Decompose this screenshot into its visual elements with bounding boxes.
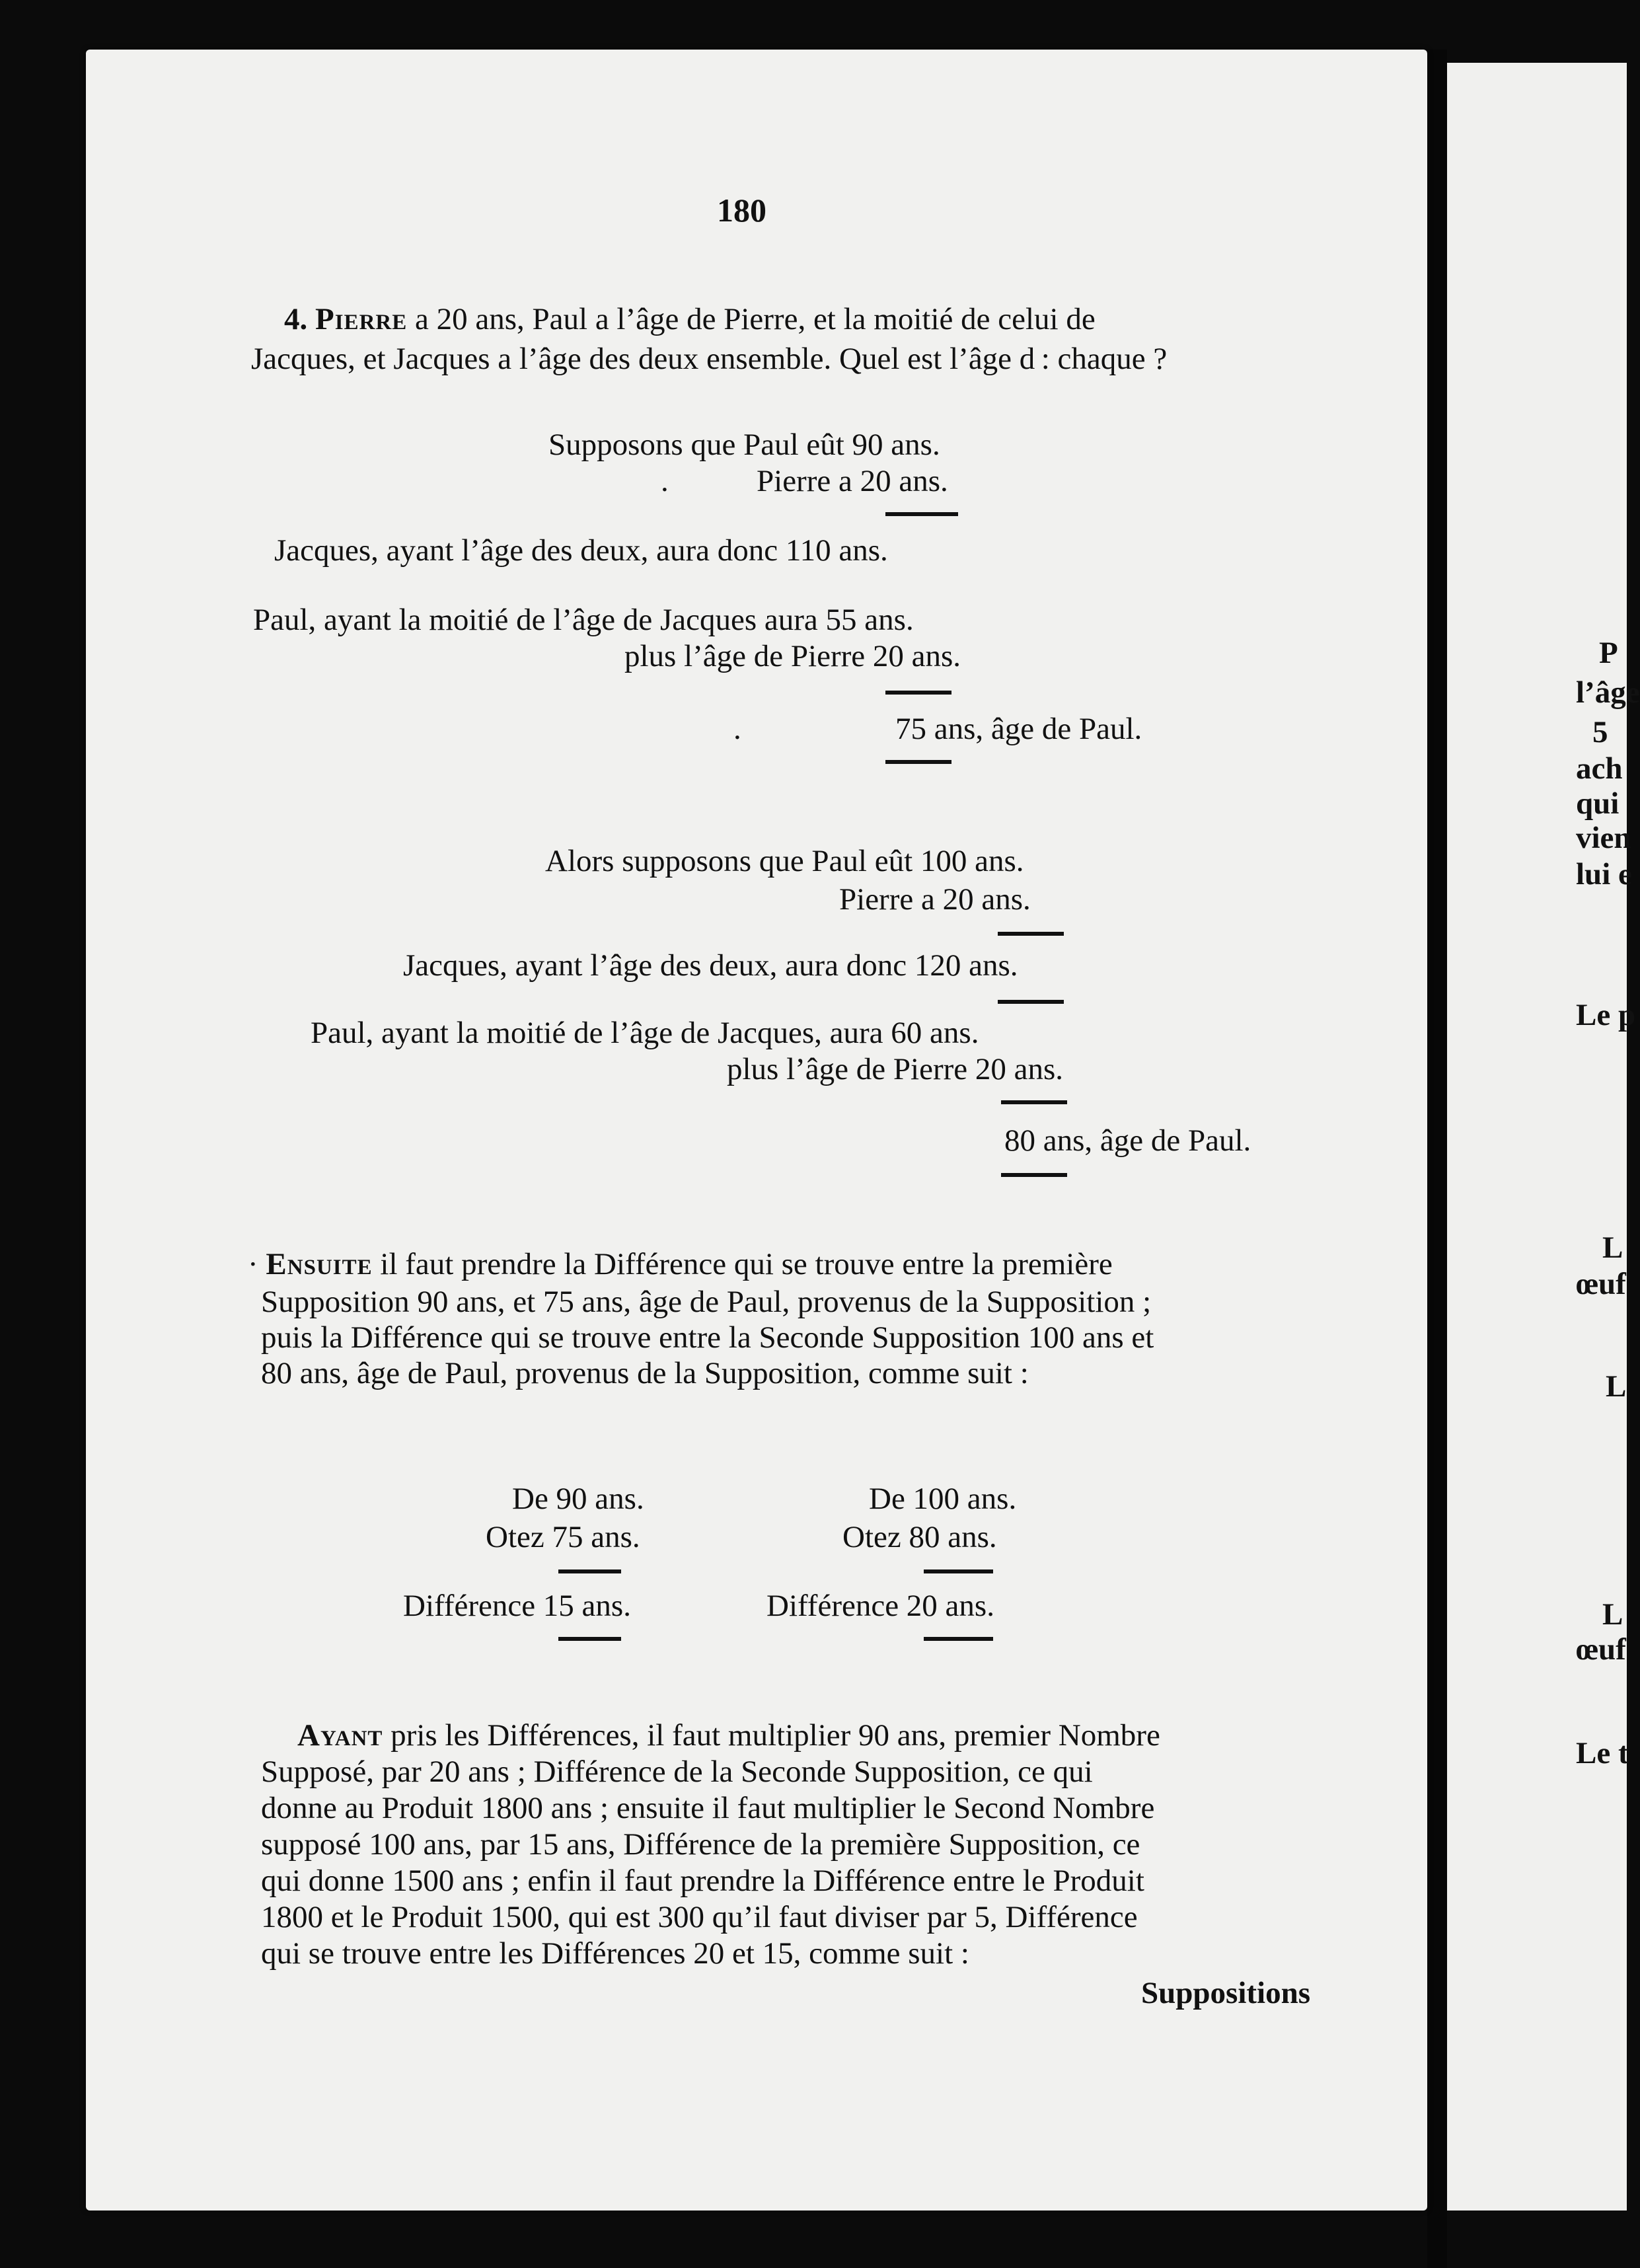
facing-fragment: Le p — [1576, 998, 1636, 1032]
facing-fragment: ach — [1576, 751, 1623, 786]
supposition-1-line-2: Pierre a 20 ans. — [757, 464, 948, 498]
difference-right-line-1: De 100 ans. — [869, 1482, 1017, 1516]
ayant-line-5: qui donne 1500 ans ; enfin il faut prendre la Différence entre le Produit — [261, 1864, 1144, 1898]
facing-fragment: œuf — [1576, 1267, 1626, 1301]
ayant-line-1-text: pris les Différences, il faut multiplier 90 ans, premier Nombre — [383, 1718, 1160, 1753]
supposition-1-line-1: Supposons que Paul eût 90 ans. — [548, 428, 940, 462]
difference-left-line-1: De 90 ans. — [512, 1482, 644, 1516]
ayant-line-4: supposé 100 ans, par 15 ans, Différence de la première Supposition, ce — [261, 1827, 1140, 1862]
result-rule — [885, 760, 951, 764]
difference-rule — [924, 1637, 993, 1641]
ensuite-line-4: 80 ans, âge de Paul, provenus de la Supposition, comme suit : — [261, 1356, 1029, 1390]
difference-right-line-2: Otez 80 ans. — [842, 1520, 997, 1554]
problem-number: 4. — [284, 302, 308, 336]
sum-rule — [1001, 1100, 1067, 1104]
facing-fragment: 5 — [1592, 715, 1608, 749]
problem-line-2: Jacques, et Jacques a l’âge des deux ensemble. Quel est l’âge d : chaque ? — [251, 342, 1168, 376]
facing-fragment: L — [1606, 1369, 1627, 1404]
ayant-line-1 — [297, 1720, 1160, 1751]
sum-rule — [998, 932, 1064, 936]
problem-line-1-text: a 20 ans, Paul a l’âge de Pierre, et la moitié de celui de — [407, 302, 1096, 336]
catchword: Suppositions — [1141, 1976, 1311, 2010]
facing-fragment: qui — [1576, 786, 1620, 821]
sum-rule — [998, 1000, 1064, 1004]
facing-fragment: l’âge — [1576, 675, 1640, 710]
supposition-2-line-2: Pierre a 20 ans. — [839, 882, 1031, 917]
ensuite-line-2: Supposition 90 ans, et 75 ans, âge de Paul, provenus de la Supposition ; — [261, 1285, 1152, 1319]
sum-rule — [885, 512, 958, 516]
left-page — [86, 50, 1427, 2211]
supposition-1-dot: . — [661, 464, 669, 498]
facing-page — [1447, 63, 1640, 2211]
supposition-1-dot-2: . — [733, 712, 741, 746]
supposition-1-line-4: Paul, ayant la moitié de l’âge de Jacques aura 55 ans. — [253, 603, 914, 637]
facing-fragment: L — [1602, 1597, 1623, 1632]
difference-rule — [924, 1569, 993, 1573]
supposition-1-line-3: Jacques, ayant l’âge des deux, aura donc 110 ans. — [274, 533, 888, 568]
ensuite-line-1 — [248, 1249, 1113, 1280]
page-number: 180 — [717, 192, 766, 229]
ensuite-line-1-text: il faut prendre la Différence qui se trouve entre la première — [372, 1247, 1113, 1281]
difference-right-result: Différence 20 ans. — [766, 1589, 994, 1623]
difference-rule — [558, 1569, 621, 1573]
difference-left-line-2: Otez 75 ans. — [486, 1520, 640, 1554]
facing-fragment: P — [1599, 636, 1618, 670]
supposition-2-result: 80 ans, âge de Paul. — [1004, 1123, 1251, 1158]
supposition-1-result: 75 ans, âge de Paul. — [895, 712, 1142, 746]
ayant-line-2: Supposé, par 20 ans ; Différence de la Seconde Supposition, ce qui — [261, 1755, 1093, 1789]
supposition-2-line-3: Jacques, ayant l’âge des deux, aura donc 120 ans. — [403, 948, 1018, 983]
ensuite-line-3: puis la Différence qui se trouve entre la Seconde Supposition 100 ans et — [261, 1320, 1154, 1355]
facing-fragment: lui e — [1576, 857, 1632, 891]
supposition-2-line-1: Alors supposons que Paul eût 100 ans. — [545, 844, 1024, 878]
problem-line-1 — [284, 304, 1096, 335]
supposition-2-line-5: plus l’âge de Pierre 20 ans. — [727, 1052, 1064, 1086]
facing-fragment: vien — [1576, 821, 1631, 855]
facing-fragment: L — [1602, 1230, 1623, 1265]
ayant-line-6: 1800 et le Produit 1500, qui est 300 qu’il faut diviser par 5, Différence — [261, 1900, 1138, 1934]
difference-rule — [558, 1637, 621, 1641]
supposition-1-line-5: plus l’âge de Pierre 20 ans. — [624, 639, 961, 673]
book-gutter — [1427, 50, 1447, 2268]
difference-left-result: Différence 15 ans. — [403, 1589, 631, 1623]
ayant-line-7: qui se trouve entre les Différences 20 et 15, comme suit : — [261, 1936, 969, 1971]
sum-rule — [885, 691, 951, 695]
bullet: · — [248, 1247, 258, 1281]
facing-fragment: Le t — [1576, 1736, 1629, 1770]
supposition-2-line-4: Paul, ayant la moitié de l’âge de Jacques, aura 60 ans. — [311, 1016, 979, 1050]
ayant-line-3: donne au Produit 1800 ans ; ensuite il faut multiplier le Second Nombre — [261, 1791, 1155, 1825]
facing-fragment: œuf — [1576, 1632, 1626, 1667]
ensuite-lead: Ensuite — [266, 1247, 373, 1281]
result-rule — [1001, 1173, 1067, 1177]
problem-name: Pierre — [315, 302, 408, 336]
ayant-lead: Ayant — [297, 1718, 383, 1753]
